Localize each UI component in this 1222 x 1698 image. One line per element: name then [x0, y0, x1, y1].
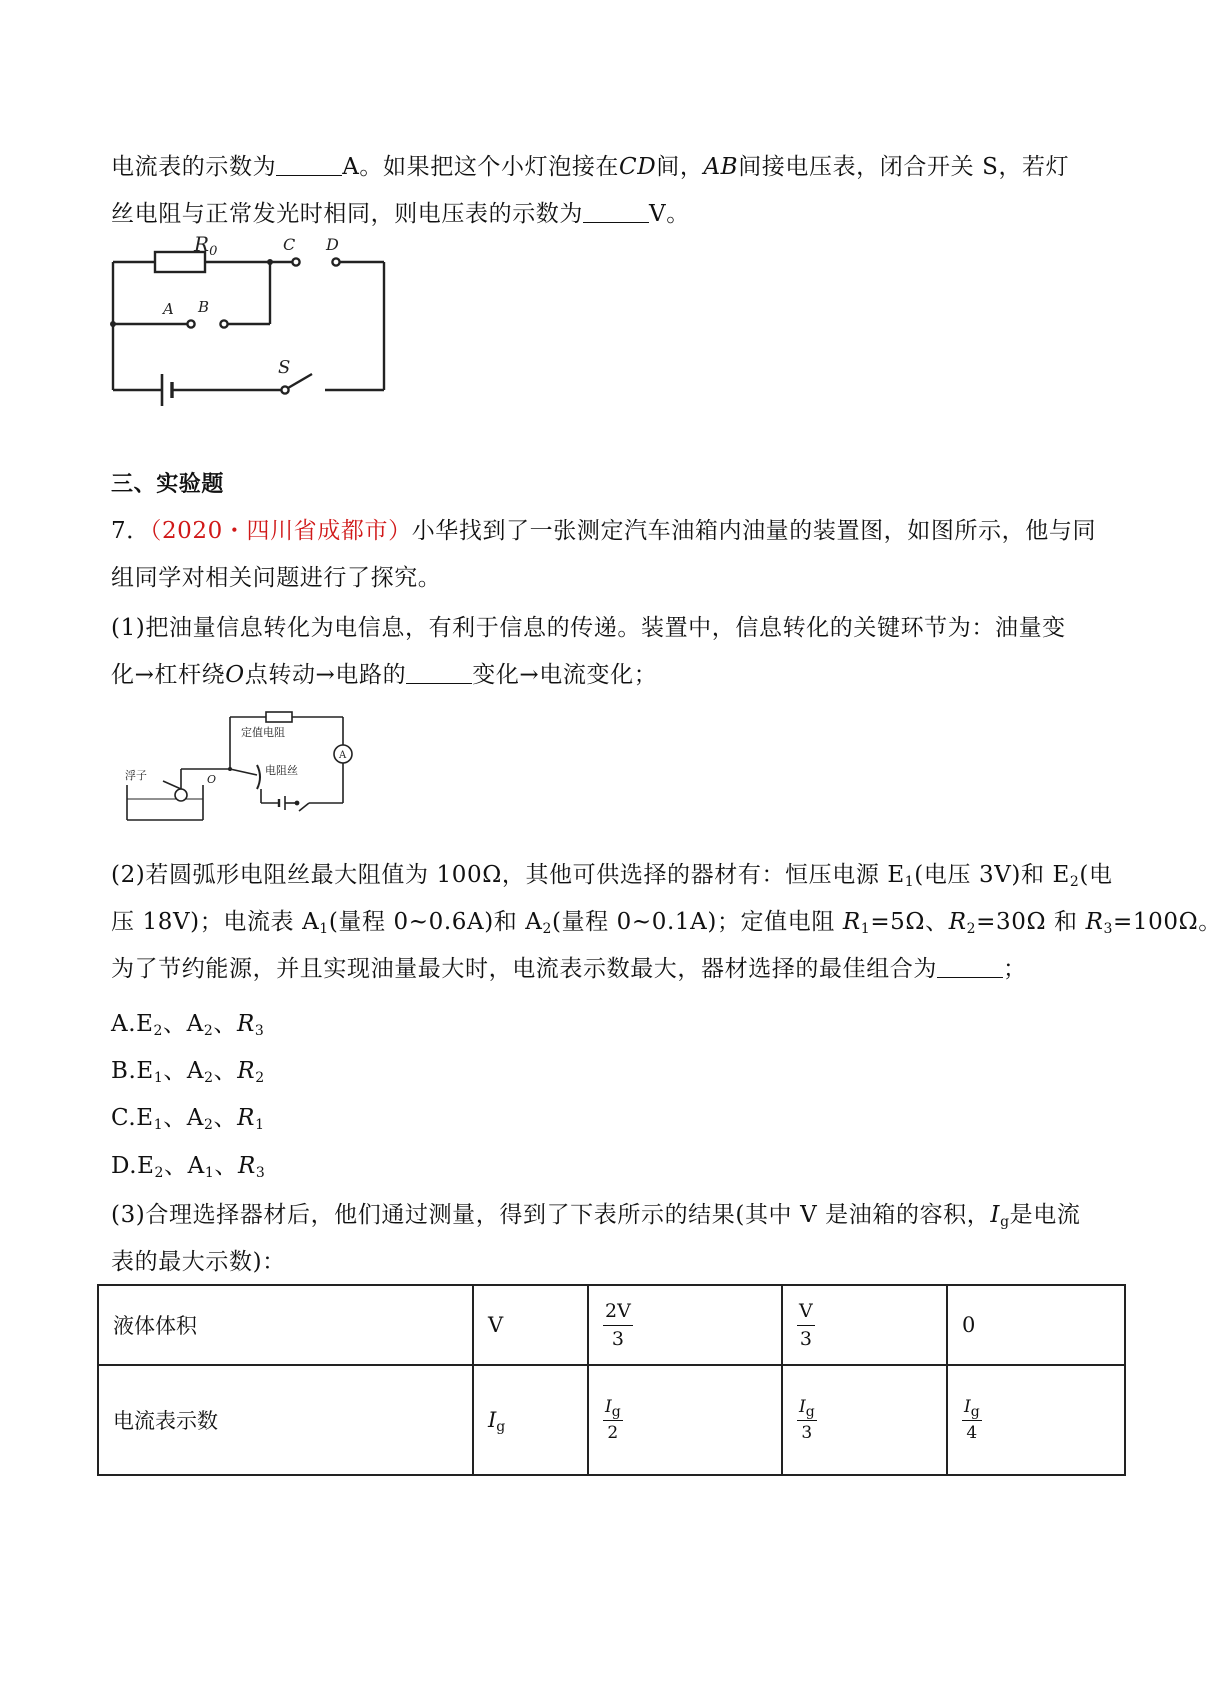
fraction: $\frac{I_g}{4}$ [964, 1396, 980, 1443]
fraction: $\frac{V}{3}$ [799, 1299, 813, 1350]
terminal-c [292, 258, 299, 265]
svg-text:定值电阻: 定值电阻 [241, 726, 285, 739]
svg-text:A: A [163, 300, 174, 318]
table-cell: V [473, 1285, 588, 1365]
svg-text:C: C [283, 235, 296, 254]
fuel-gauge-diagram [125, 705, 365, 840]
svg-text:电阻丝: 电阻丝 [265, 764, 298, 777]
section-heading: 三、实验题 [111, 472, 225, 497]
table-row-label: 电流表示数 [98, 1365, 473, 1475]
table-cell: 0 [947, 1285, 1125, 1365]
part-2-line-3: 为了节约能源，并且实现油量最大时，电流表示数最大，器材选择的最佳组合为 ； [111, 956, 1027, 982]
intro-line-2: 丝电阻与正常发光时相同，则电压表的示数为 V。 [111, 201, 690, 227]
option-c[interactable]: $C.E_1$、$A_2$、$R_1$ [111, 1105, 265, 1133]
question-7-line-1: 7．（2020・四川省成都市）小华找到了一张测定汽车油箱内油量的装置图，如图所示，他与同 [111, 518, 1097, 544]
part-2-line-2: 压 18V)；电流表 $A_1$(量程 0~0.6A)和 $A_2$(量程 0~0.1A)；定值电阻 $R_1=5\Omega$、$R_2=30\Omega$ 和 $R_3=100\Omega$。 [111, 909, 1222, 937]
part-3-line-1: (3)合理选择器材后，他们通过测量，得到了下表所示的结果(其中 V 是油箱的容积，$I_g$是电流 [111, 1202, 1081, 1230]
float [175, 789, 187, 801]
question-7-line-2: 组同学对相关问题进行了探究。 [111, 565, 442, 591]
fraction: $\frac{I_g}{2}$ [605, 1396, 621, 1443]
svg-text:A: A [339, 750, 347, 761]
answer-blank[interactable] [406, 663, 472, 684]
terminal-d [332, 258, 339, 265]
svg-text:B: B [198, 298, 210, 316]
table-cell [782, 1285, 947, 1365]
table-row [98, 1365, 1125, 1475]
option-d[interactable]: $D.E_2$、$A_1$、$R_3$ [111, 1153, 266, 1181]
svg-text:D: D [326, 235, 339, 254]
option-a[interactable]: $A.E_2$、$A_2$、$R_3$ [111, 1011, 265, 1039]
svg-text:O: O [207, 773, 217, 786]
answer-blank[interactable] [276, 155, 342, 176]
results-table [97, 1284, 1126, 1476]
table-cell [588, 1285, 782, 1365]
svg-text:浮子: 浮子 [125, 769, 147, 782]
table-cell [947, 1365, 1125, 1475]
fixed-resistor [266, 712, 292, 722]
table-cell [588, 1365, 782, 1475]
fraction: $\frac{2V}{3}$ [605, 1299, 631, 1350]
svg-text:R0: $R_0$ [194, 232, 218, 259]
option-b[interactable]: $B.E_1$、$A_2$、$R_2$ [111, 1058, 265, 1086]
part-2-line-1: (2)若圆弧形电阻丝最大阻值为 100Ω，其他可供选择的器材有：恒压电源 $E_1$(电压 3V)和 $E_2$(电 [111, 862, 1113, 890]
svg-text:S: S [278, 357, 291, 378]
part-3-line-2: 表的最大示数)： [111, 1249, 286, 1275]
terminal-a [187, 320, 194, 327]
answer-blank[interactable] [583, 202, 649, 223]
terminal-b [220, 320, 227, 327]
table-row [98, 1285, 1125, 1365]
fraction: $\frac{I_g}{3}$ [799, 1396, 815, 1443]
part-1-line-2: 化→杠杆绕O点转动→电路的 变化→电流变化； [111, 662, 658, 688]
table-row-label: 液体体积 [98, 1285, 473, 1365]
intro-line-1: 电流表的示数为 A。如果把这个小灯泡接在CD间，AB间接电压表，闭合开关 S，若灯 [111, 154, 1070, 180]
answer-blank[interactable] [937, 957, 1003, 978]
question-source: （2020・四川省成都市） [149, 518, 412, 544]
table-cell [782, 1365, 947, 1475]
circuit-diagram [100, 232, 400, 448]
table-cell: $I_g$ [473, 1365, 588, 1475]
switch-s [281, 386, 288, 393]
part-1-line-1: (1)把油量信息转化为电信息，有利于信息的传递。装置中，信息转化的关键环节为：油量变 [111, 615, 1066, 641]
